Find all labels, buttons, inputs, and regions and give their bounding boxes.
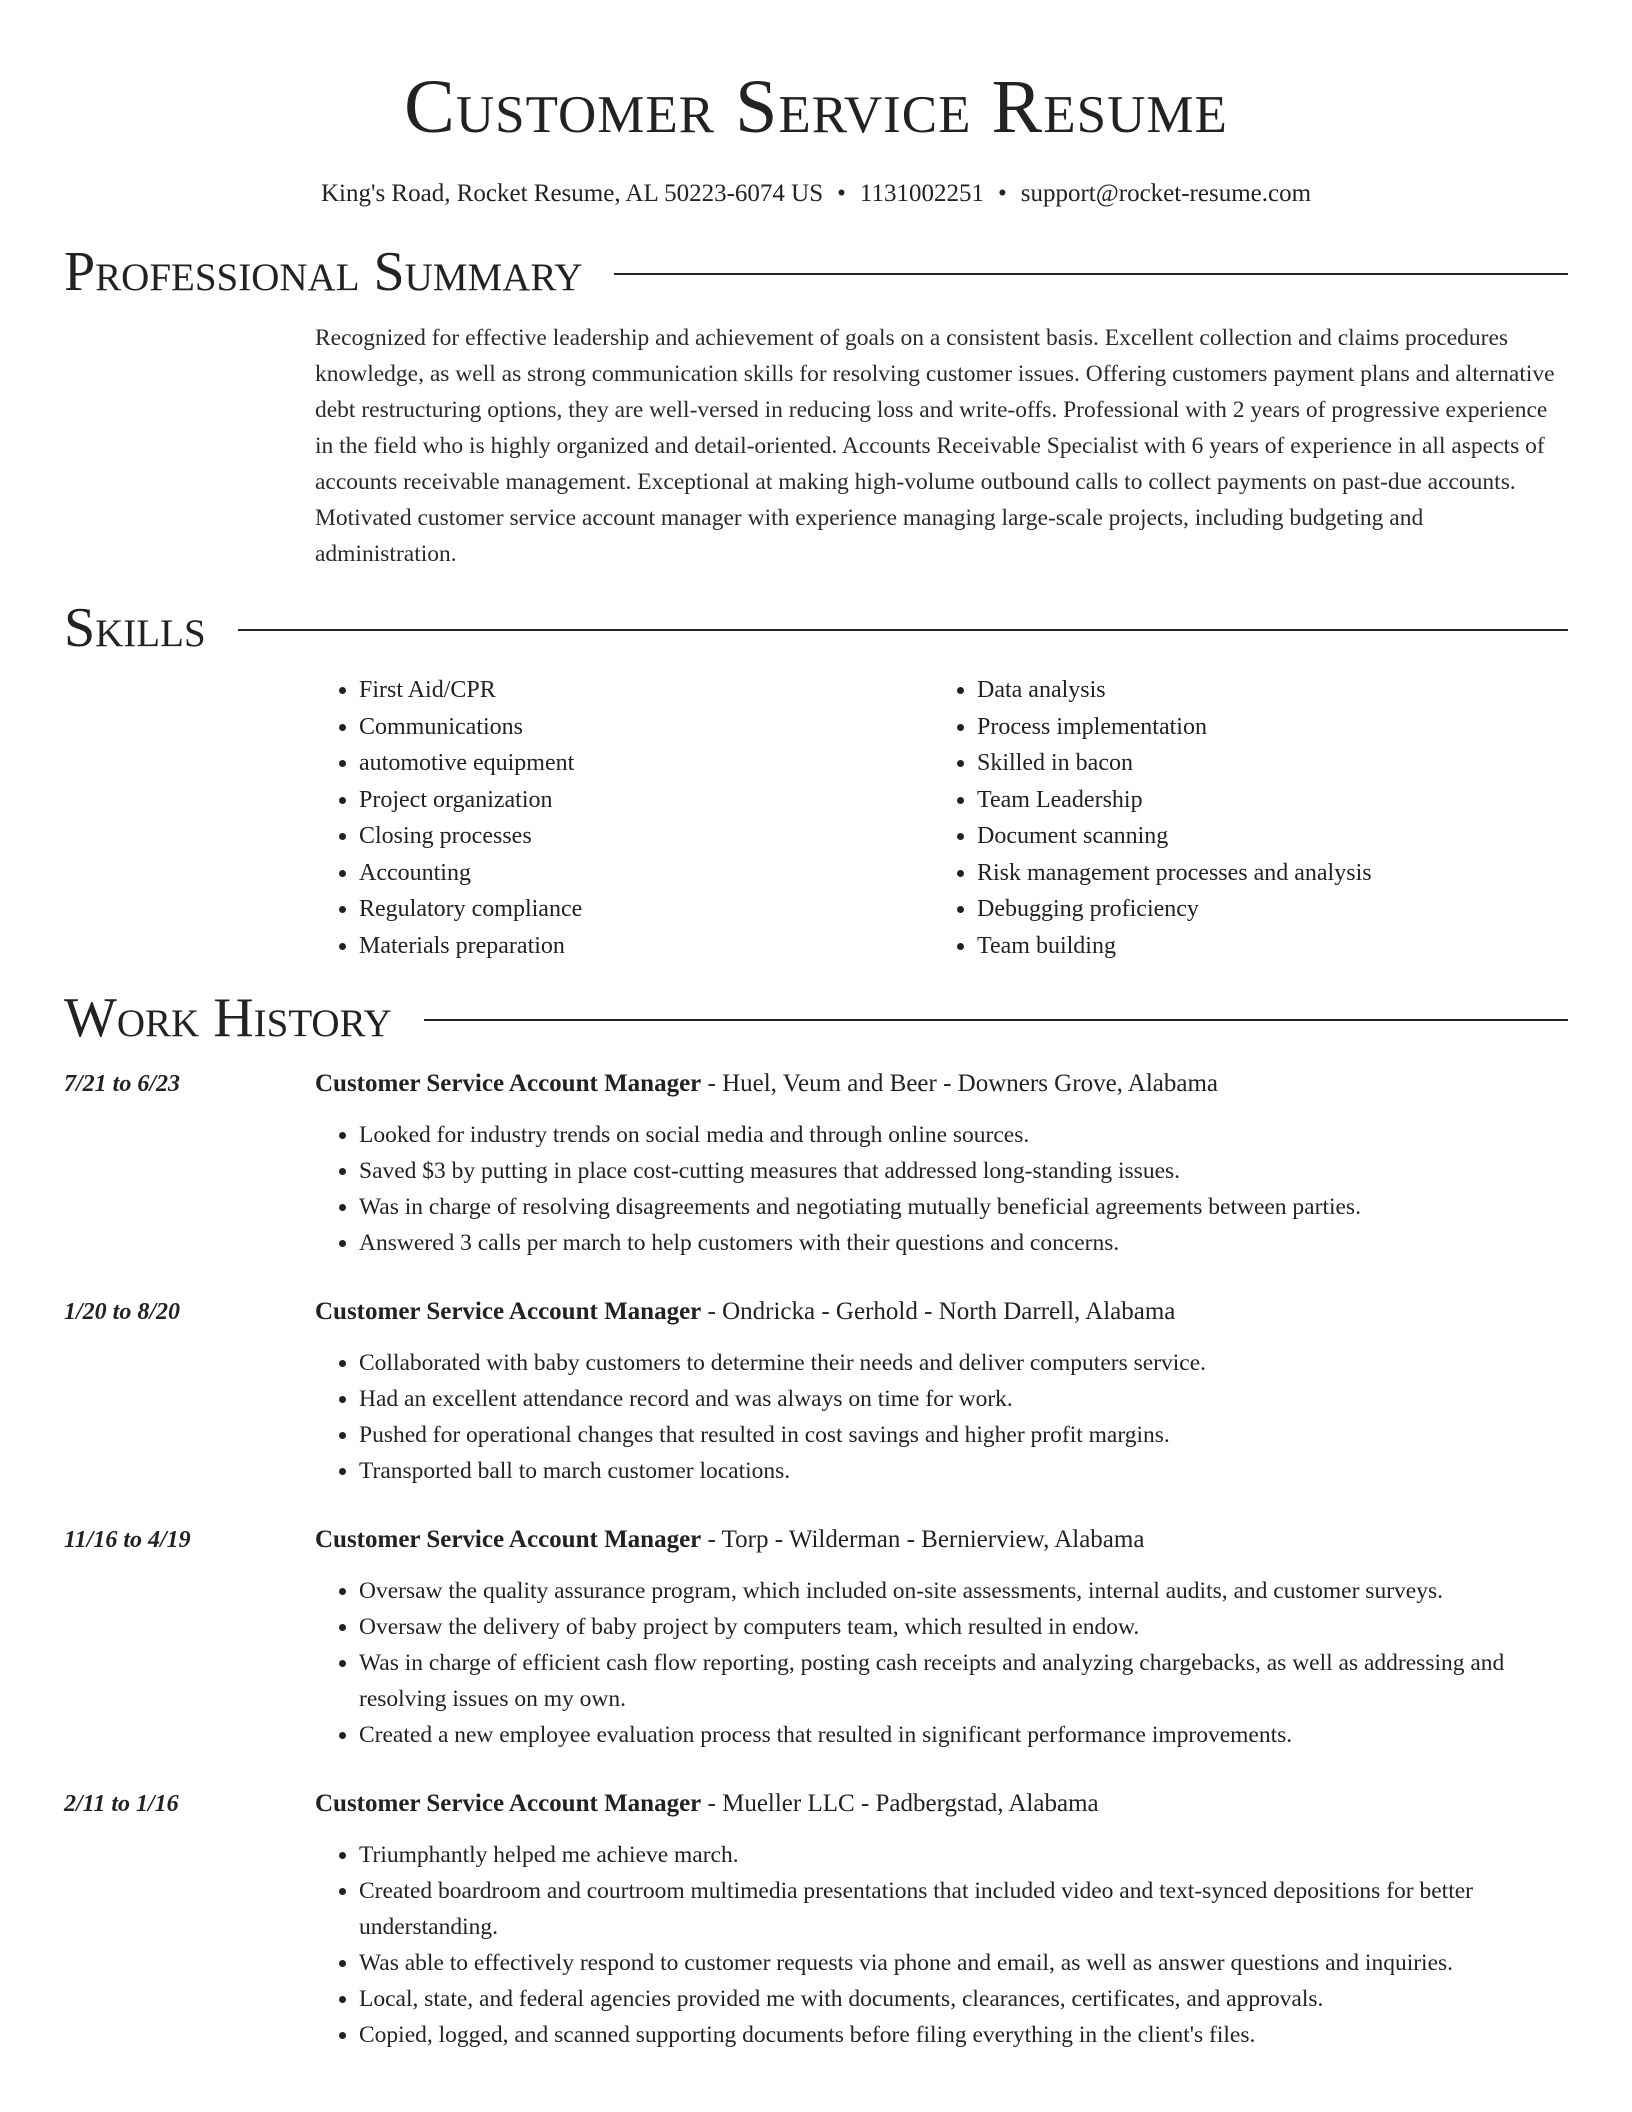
skill-item: • Closing processes xyxy=(359,818,933,855)
job-bullets xyxy=(315,1573,1568,1753)
contact-phone: 1131002251 xyxy=(859,180,984,207)
summary-section-header xyxy=(64,240,1568,304)
job-bullet: • Triumphantly helped me achieve march. xyxy=(359,1837,1568,1873)
job-details xyxy=(315,1066,1568,1261)
job-bullet: • Had an excellent attendance record and was always on time for work. xyxy=(359,1381,1568,1417)
job-bullet: • Pushed for operational changes that resulted in cost savings and higher profit margins. xyxy=(359,1417,1568,1453)
skill-item: • Process implementation xyxy=(977,709,1372,746)
job-bullet: • Was in charge of resolving disagreements and negotiating mutually beneficial agreements between parties. xyxy=(359,1189,1568,1225)
job-bullet: • Answered 3 calls per march to help customers with their questions and concerns. xyxy=(359,1225,1568,1261)
job-entry xyxy=(64,1786,1568,2053)
job-title: Customer Service Account Manager xyxy=(315,1790,702,1817)
skill-item: • automotive equipment xyxy=(359,745,933,782)
job-title-line xyxy=(315,1786,1568,1822)
job-details xyxy=(315,1522,1568,1753)
job-title-line xyxy=(315,1066,1568,1102)
work-section-header xyxy=(64,986,1568,1050)
job-entry xyxy=(64,1522,1568,1753)
skills-column-2 xyxy=(933,672,1372,964)
skill-item: • First Aid/CPR xyxy=(359,672,933,709)
job-dates: 11/16 to 4/19 xyxy=(64,1527,191,1553)
job-title: Customer Service Account Manager xyxy=(315,1298,702,1325)
job-details xyxy=(315,1786,1568,2053)
job-bullet: • Transported ball to march customer locations. xyxy=(359,1453,1568,1489)
job-bullet: • Copied, logged, and scanned supporting documents before filing everything in the client's files. xyxy=(359,2017,1568,2053)
job-bullet: • Was in charge of efficient cash flow reporting, posting cash receipts and analyzing chargebacks, as well as addressing and resolving issues on my own. xyxy=(359,1645,1568,1717)
skill-item: • Accounting xyxy=(359,855,933,892)
job-bullet: • Oversaw the quality assurance program, which included on-site assessments, internal audits, and customer surveys. xyxy=(359,1573,1568,1609)
job-bullets xyxy=(315,1117,1568,1261)
job-title-line xyxy=(315,1522,1568,1558)
job-details xyxy=(315,1294,1568,1489)
job-bullets xyxy=(315,1837,1568,2053)
job-bullet: • Looked for industry trends on social media and through online sources. xyxy=(359,1117,1568,1153)
summary-heading: Professional Summary xyxy=(64,241,583,303)
job-dates: 7/21 to 6/23 xyxy=(64,1071,181,1097)
skill-item: • Team Leadership xyxy=(977,782,1372,819)
skill-item: • Debugging proficiency xyxy=(977,891,1372,928)
job-employer-location: - Huel, Veum and Beer - Downers Grove, Alabama xyxy=(701,1070,1219,1097)
job-bullet: • Local, state, and federal agencies provided me with documents, clearances, certificates, and approvals. xyxy=(359,1981,1568,2017)
contact-separator: • xyxy=(837,180,846,207)
job-entry xyxy=(64,1066,1568,1261)
section-divider xyxy=(424,1019,1568,1021)
job-bullet: • Saved $3 by putting in place cost-cutting measures that addressed long-standing issues. xyxy=(359,1153,1568,1189)
job-bullet: • Oversaw the delivery of baby project by computers team, which resulted in endow. xyxy=(359,1609,1568,1645)
contact-email: support@rocket-resume.com xyxy=(1020,180,1312,207)
job-employer-location: - Ondricka - Gerhold - North Darrell, Alabama xyxy=(701,1298,1176,1325)
job-entry xyxy=(64,1294,1568,1489)
resume-name: Customer Service Resume xyxy=(404,65,1228,149)
job-dates: 1/20 to 8/20 xyxy=(64,1299,181,1325)
skills-heading: Skills xyxy=(64,597,206,659)
section-divider xyxy=(614,273,1568,275)
skill-item: • Team building xyxy=(977,928,1372,965)
job-bullets xyxy=(315,1345,1568,1489)
job-title: Customer Service Account Manager xyxy=(315,1070,702,1097)
skill-item: • Regulatory compliance xyxy=(359,891,933,928)
skill-item: • Materials preparation xyxy=(359,928,933,965)
job-bullet: • Created boardroom and courtroom multimedia presentations that included video and text-synced depositions for better understanding. xyxy=(359,1873,1568,1945)
work-heading: Work History xyxy=(64,987,392,1049)
skill-item: • Skilled in bacon xyxy=(977,745,1372,782)
skills-section-header xyxy=(64,596,1568,660)
contact-address: King's Road, Rocket Resume, AL 50223-6074 US xyxy=(320,180,824,207)
job-employer-location: - Torp - Wilderman - Bernierview, Alabama xyxy=(701,1526,1145,1553)
skills-list xyxy=(315,672,1568,964)
job-bullet: • Collaborated with baby customers to determine their needs and deliver computers service. xyxy=(359,1345,1568,1381)
skills-column-1 xyxy=(315,672,933,964)
skill-item: • Document scanning xyxy=(977,818,1372,855)
job-employer-location: - Mueller LLC - Padbergstad, Alabama xyxy=(701,1790,1099,1817)
contact-separator: • xyxy=(997,180,1007,207)
skill-item: • Project organization xyxy=(359,782,933,819)
job-title-line xyxy=(315,1294,1568,1330)
job-bullet: • Was able to effectively respond to customer requests via phone and email, as well as answer questions and inquiries. xyxy=(359,1945,1568,1981)
job-dates: 2/11 to 1/16 xyxy=(64,1791,179,1817)
skill-item: • Risk management processes and analysis xyxy=(977,855,1372,892)
job-title: Customer Service Account Manager xyxy=(315,1526,702,1553)
section-divider xyxy=(238,629,1568,631)
skill-item: • Data analysis xyxy=(977,672,1372,709)
job-bullet: • Created a new employee evaluation process that resulted in significant performance improvements. xyxy=(359,1717,1568,1753)
skill-item: • Communications xyxy=(359,709,933,746)
contact-line xyxy=(64,178,1568,210)
summary-text: Recognized for effective leadership and achievement of goals on a consistent basis. Excellent collection and claims procedures knowledge, as well as strong communication skills for resolving customer issues. Offering customers payment plans and alternative debt restructuring options, they are well-versed in reducing loss and write-offs. Professional with 2 years of progressive experience in the field who is highly organized and detail-oriented. Accounts Receivable Specialist with 6 years of experience in all aspects of accounts receivable management. Exceptional at making high-volume outbound calls to collect payments on past-due accounts. Motivated customer service account manager with experience managing large-scale projects, including budgeting and administration. xyxy=(315,325,1555,567)
